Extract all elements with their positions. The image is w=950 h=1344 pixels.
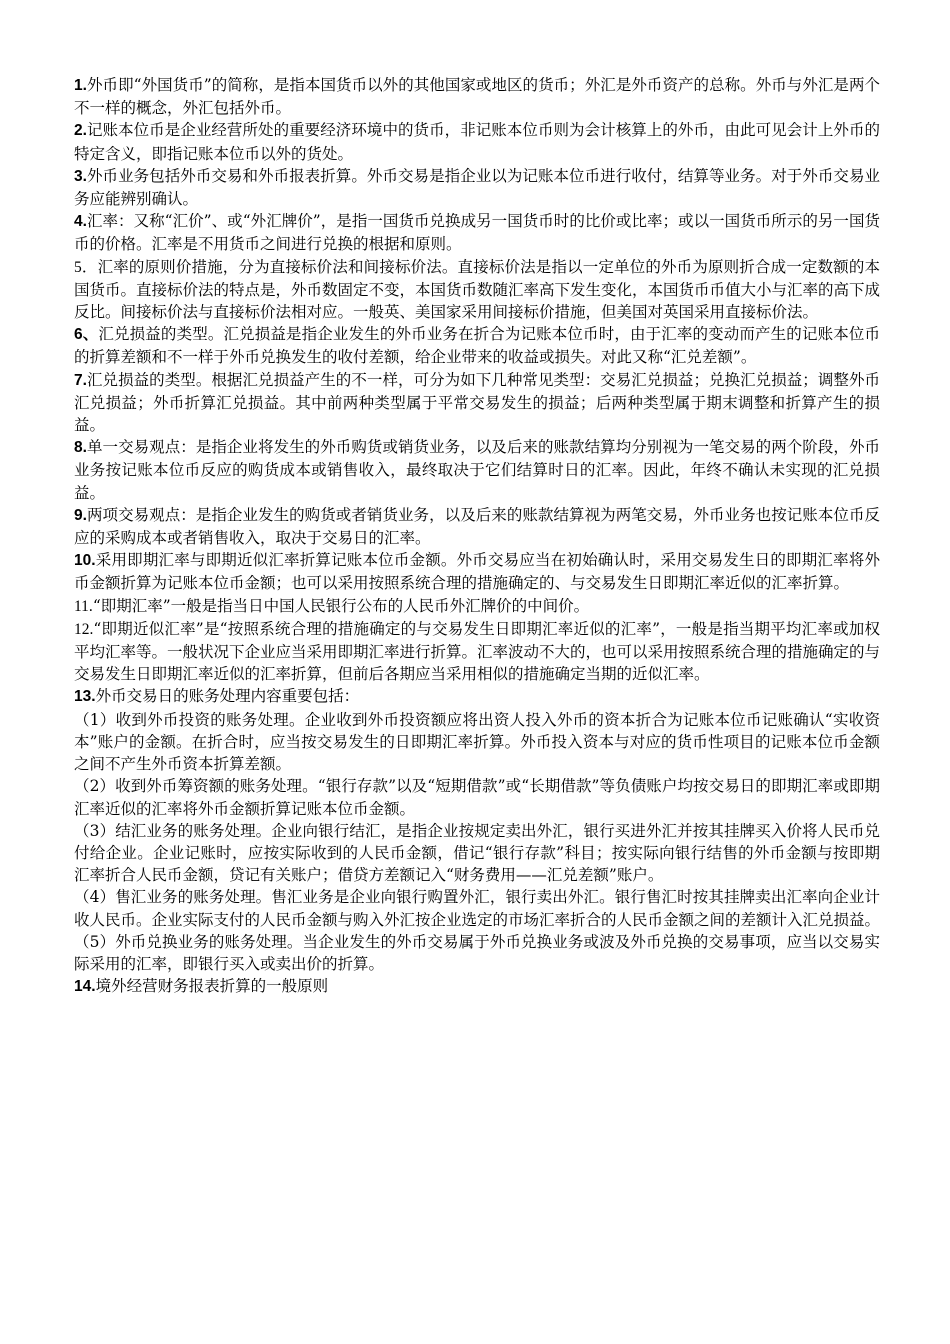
paragraph-number: 12. (74, 620, 94, 638)
paragraph-number: 2. (74, 122, 87, 140)
paragraph-number: 7. (74, 371, 87, 389)
paragraph-text: 两项交易观点：是指企业发生的购货或者销货业务，以及后来的账款结算视为两笔交易，外币业务也按记账本位币反应的采购成本或者销售收入，取决于交易日的汇率。 (74, 505, 880, 548)
paragraph-text: “即期近似汇率”是“按照系统合理的措施确定的与交易发生日即期汇率近似的汇率”，一般是指当期平均汇率或加权平均汇率等。一般状况下企业应当采用即期汇率进行折算。汇率波动不大的，也可以采用按照系统合理的措施确定的与交易发生日即期汇率近似的汇率折算，但前后各期应当采用相似的措施确定当期的近似汇率。 (74, 619, 881, 684)
paragraph (74, 820, 880, 887)
paragraph-number: 11. (74, 597, 93, 615)
paragraph (74, 369, 880, 437)
paragraph (74, 323, 880, 368)
document-page (74, 74, 880, 998)
paragraph-text: （1）收到外币投资的账务处理。企业收到外币投资额应将出资人投入外币的资本折合为记账本位币记账确认“实收资本”账户的金额。在折合时，应当按交易发生的日即期汇率折算。外币投入资本与对应的货币性项目的记账本位币金额之间不产生外币资本折算差额。 (74, 710, 880, 774)
paragraph (74, 210, 880, 255)
paragraph (74, 256, 880, 324)
paragraph-text: 汇兑损益的类型。根据汇兑损益产生的不一样，可分为如下几种常见类型：交易汇兑损益；兑换汇兑损益；调整外币汇兑损益；外币折算汇兑损益。其中前两种类型属于平常交易发生的损益；后两种类型属于期末调整和折算产生的损益。 (74, 370, 880, 435)
paragraph (74, 436, 880, 504)
paragraph (74, 685, 880, 708)
paragraph-number: 9. (74, 506, 87, 524)
paragraph-text: （4）售汇业务的账务处理。售汇业务是企业向银行购置外汇，银行卖出外汇。银行售汇时按其挂牌卖出汇率向企业计收人民币。企业实际支付的人民币金额与购入外汇按企业选定的市场汇率折合的人民币金额之间的差额计入汇兑损益。 (74, 888, 881, 929)
paragraph-number: 13. (74, 688, 96, 706)
paragraph-text: “即期汇率”一般是指当日中国人民银行公布的人民币外汇牌价的中间价。 (92, 596, 590, 615)
paragraph-text: 记账本位币是企业经营所处的重要经济环境中的货币，非记账本位币则为会计核算上的外币，由此可见会计上外币的特定含义，即指记账本位币以外的货处。 (74, 121, 880, 163)
paragraph-number: 6、 (74, 326, 99, 344)
paragraph (74, 886, 880, 930)
paragraph-text: （5）外币兑换业务的账务处理。当企业发生的外币交易属于外币兑换业务或波及外币兑换的交易事项，应当以交易实际采用的汇率，即银行买入或卖出价的折算。 (74, 932, 880, 973)
paragraph-text: （3）结汇业务的账务处理。企业向银行结汇，是指企业按规定卖出外汇，银行买进外汇并按其挂牌买入价将人民币兑付给企业。企业记账时，应按实际收到的人民币金额，借记“银行存款”科目；按实际向银行结售的外币金额与按即期汇率折合人民币金额，贷记有关账户；借贷方差额记入“财务费用——汇兑差额”账户。 (74, 821, 880, 885)
paragraph (74, 775, 880, 819)
paragraph-text: 汇兑损益的类型。汇兑损益是指企业发生的外币业务在折合为记账本位币时，由于汇率的变动而产生的记账本位币的折算差额和不一样于外币兑换发生的收付差额，给企业带来的收益或损失。对此又称“汇兑差额”。 (74, 325, 880, 367)
paragraph (74, 119, 880, 164)
paragraph (74, 549, 880, 594)
paragraph-number: 8. (74, 439, 87, 457)
paragraph (74, 709, 880, 776)
paragraph-text: 汇率：又称“汇价”、或“外汇牌价”，是指一国货币兑换成另一国货币时的比价或比率；或以一国货币所示的另一国货币的价格。汇率是不用货币之间进行兑换的根据和原则。 (74, 212, 880, 254)
paragraph (74, 74, 880, 119)
paragraph (74, 931, 880, 975)
paragraph-number: 3. (74, 167, 87, 185)
paragraph-text: 外币交易日的账务处理内容重要包括： (95, 687, 360, 706)
paragraph-text: 采用即期汇率与即期近似汇率折算记账本位币金额。外币交易应当在初始确认时，采用交易发生日的即期汇率将外币金额折算为记账本位币金额；也可以采用按照系统合理的措施确定的、与交易发生日即期汇率近似的汇率折算。 (74, 551, 880, 593)
paragraph-text: 外币业务包括外币交易和外币报表折算。外币交易是指企业以为记账本位币进行收付，结算等业务。对于外币交易业务应能辨别确认。 (74, 166, 880, 209)
paragraph (74, 504, 880, 549)
paragraph-text: 外币即“外国货币”的简称，是指本国货币以外的其他国家或地区的货币；外汇是外币资产的总称。外币与外汇是两个不一样的概念，外汇包括外币。 (74, 76, 880, 118)
paragraph-number: 10. (74, 552, 96, 570)
paragraph-text: （2）收到外币筹资额的账务处理。“银行存款”以及“短期借款”或“长期借款”等负债账户均按交易日的即期汇率或即期汇率近似的汇率将外币金额折算记账本位币金额。 (74, 777, 880, 818)
paragraph-number: 4. (74, 213, 87, 231)
paragraph-text: 境外经营财务报表折算的一般原则 (95, 977, 329, 996)
paragraph-number: 1. (74, 77, 87, 94)
paragraph-number: 14. (74, 978, 96, 996)
paragraph-text: 汇率的原则价措施，分为直接标价法和间接标价法。直接标价法是指以一定单位的外币为原则折合成一定数额的本国货币。直接标价法的特点是，外币数固定不变，本国货币数随汇率高下发生变化，本国货币币值大小与汇率的高下成反比。间接标价法与直接标价法相对应。一般英、美国家采用间接标价措施，但美国对英国采用直接标价法。 (74, 257, 881, 322)
paragraph-text: 单一交易观点：是指企业将发生的外币购货或销货业务，以及后来的账款结算均分别视为一笔交易的两个阶段，外币业务按记账本位币反应的购货成本或销售收入，最终取决于它们结算时日的汇率。因此，年终不确认未实现的汇兑损益。 (74, 438, 880, 502)
paragraph (74, 165, 880, 210)
paragraph-number: 5． (74, 258, 98, 276)
paragraph (74, 595, 880, 618)
paragraph (74, 618, 880, 686)
paragraph (74, 975, 880, 998)
